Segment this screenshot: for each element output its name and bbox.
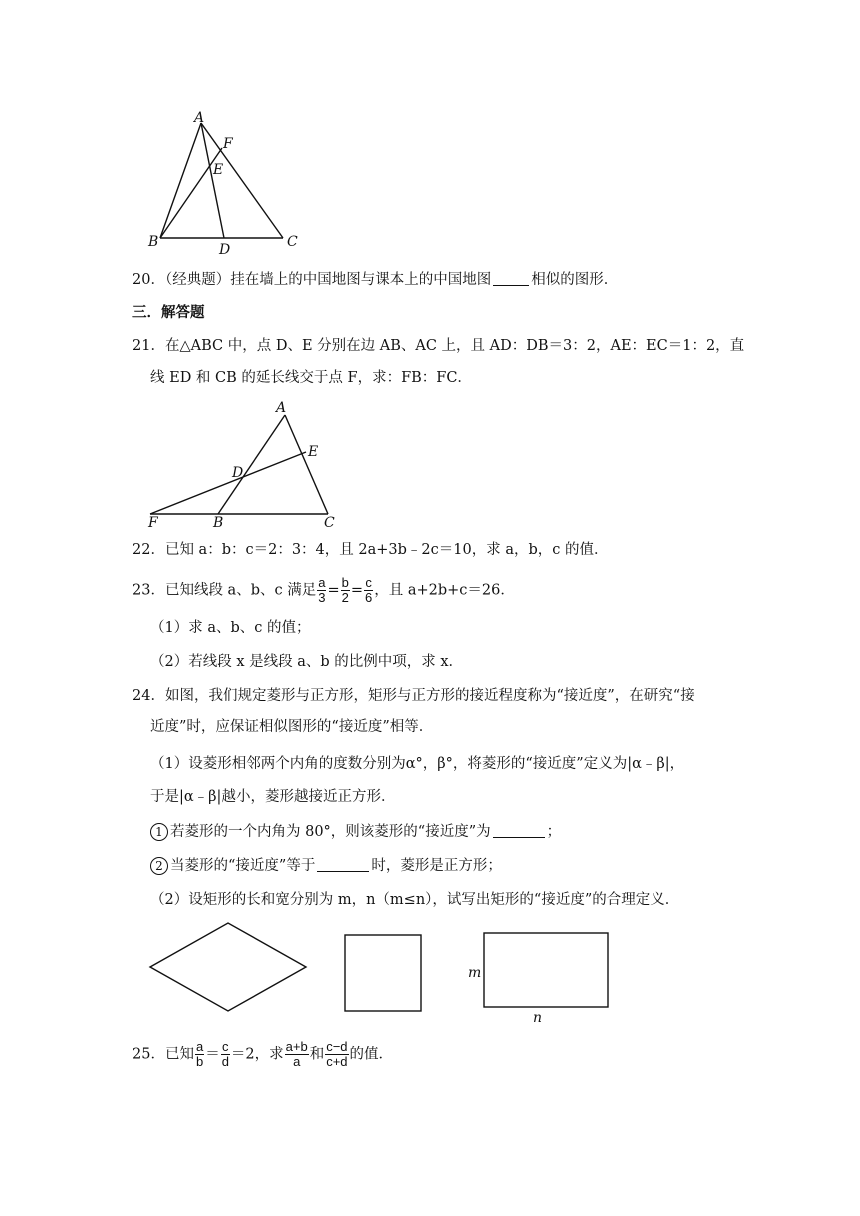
label-B: B — [148, 234, 159, 250]
question-text: ； — [546, 824, 562, 840]
question-text: 若菱形的一个内角为 80°，则该菱形的“接近度”为 — [170, 824, 491, 840]
question-20 — [132, 270, 618, 290]
question-text: 已知 a：b：c＝2：3：4，且 2a+3b﹣2c＝10，求 a，b，c 的值． — [164, 542, 609, 558]
numerator: b — [341, 575, 349, 590]
answer-blank[interactable] — [493, 823, 545, 838]
figure-triangle-q21 — [140, 398, 340, 530]
numerator: c−d — [326, 1039, 348, 1054]
question-text: 时，菱形是正方形； — [371, 858, 502, 874]
question-number: 24． — [132, 688, 165, 704]
answer-blank[interactable] — [317, 857, 369, 872]
answer-blank[interactable] — [493, 271, 529, 286]
question-number: 22． — [132, 542, 165, 558]
question-text: 已知 — [164, 1046, 194, 1063]
denominator: a — [293, 1054, 301, 1069]
label-n: n — [533, 1010, 543, 1025]
question-text: ，且 a+2b+c＝26． — [374, 582, 515, 599]
question-text: 已知线段 a、b、c 满足 — [164, 582, 317, 599]
label-D: D — [232, 465, 244, 481]
rhombus — [150, 923, 306, 1011]
label-E: E — [308, 444, 319, 460]
rectangle — [484, 933, 608, 1007]
question-number: 23． — [132, 582, 165, 599]
denominator: 2 — [341, 590, 349, 605]
fraction — [325, 1040, 348, 1069]
label-B: B — [213, 515, 224, 530]
question-text: ＝2，求 — [230, 1046, 284, 1063]
denominator: 3 — [318, 590, 326, 605]
question-24-cont: 近度”时，应保证相似图形的“接近度”相等． — [150, 719, 434, 735]
square — [345, 935, 421, 1011]
circled-number: 1 — [150, 823, 168, 841]
question-24-part1-cont: 于是|α﹣β|越小，菱形越接近正方形． — [150, 789, 396, 805]
section-title: 三．解答题 — [132, 304, 205, 321]
question-23-part2: （2）若线段 x 是线段 a、b 的比例中项，求 x． — [150, 654, 464, 670]
question-number: 25． — [132, 1046, 165, 1063]
circled-number: 2 — [150, 857, 168, 875]
numerator: c — [365, 575, 372, 590]
numerator: c — [222, 1039, 229, 1054]
figure-triangle-q19 — [140, 108, 310, 256]
question-24-part2: （2）设矩形的长和宽分别为 m，n（m≤n），试写出矩形的“接近度”的合理定义． — [150, 892, 680, 908]
question-21-cont: 线 ED 和 CB 的延长线交于点 F，求：FB：FC． — [150, 370, 472, 386]
fraction — [195, 1040, 204, 1069]
question-25 — [132, 1040, 393, 1069]
label-E: E — [213, 162, 224, 178]
fraction — [221, 1040, 230, 1069]
label-A: A — [276, 400, 287, 416]
question-24-item1 — [150, 822, 561, 842]
label-D: D — [219, 242, 231, 256]
fraction — [285, 1040, 309, 1069]
figure-shapes-q24 — [140, 915, 620, 1025]
question-number: 20． — [132, 272, 165, 288]
question-text: 相似的图形． — [531, 272, 619, 288]
question-text: 和 — [309, 1046, 325, 1063]
equals: ＝ — [205, 1046, 220, 1063]
label-F: F — [223, 136, 233, 152]
label-C: C — [324, 515, 335, 530]
fraction — [317, 576, 326, 605]
question-21 — [132, 336, 744, 356]
equals: = — [350, 582, 363, 599]
question-24 — [132, 686, 695, 706]
question-text: 在△ABC 中，点 D、E 分别在边 AB、AC 上，且 AD：DB＝3：2，AE：EC＝1：2，直 — [164, 338, 745, 354]
question-23-part1: （1）求 a、b、c 的值； — [150, 620, 311, 636]
numerator: a+b — [285, 1039, 308, 1054]
denominator: 6 — [365, 590, 373, 605]
label-C: C — [287, 234, 298, 250]
question-23 — [132, 576, 515, 605]
denominator: d — [221, 1054, 229, 1069]
label-F: F — [148, 515, 158, 530]
label-m: m — [468, 965, 482, 981]
question-24-item2 — [150, 856, 502, 876]
question-text: 当菱形的“接近度”等于 — [170, 858, 316, 874]
equals: = — [327, 582, 340, 599]
denominator: c+d — [326, 1054, 348, 1069]
question-text: （经典题）挂在墙上的中国地图与课本上的中国地图 — [164, 272, 492, 288]
numerator: a — [195, 1039, 204, 1054]
question-number: 21． — [132, 338, 165, 354]
fraction — [341, 576, 350, 605]
numerator: a — [318, 575, 326, 590]
denominator: b — [195, 1054, 204, 1069]
question-22 — [132, 540, 608, 560]
question-24-part1: （1）设菱形相邻两个内角的度数分别为α°，β°，将菱形的“接近度”定义为|α﹣β|， — [150, 756, 685, 772]
question-text: 如图，我们规定菱形与正方形，矩形与正方形的接近程度称为“接近度”，在研究“接 — [164, 688, 695, 704]
fraction — [364, 576, 373, 605]
label-A: A — [194, 110, 205, 126]
question-text: 的值． — [349, 1046, 394, 1063]
